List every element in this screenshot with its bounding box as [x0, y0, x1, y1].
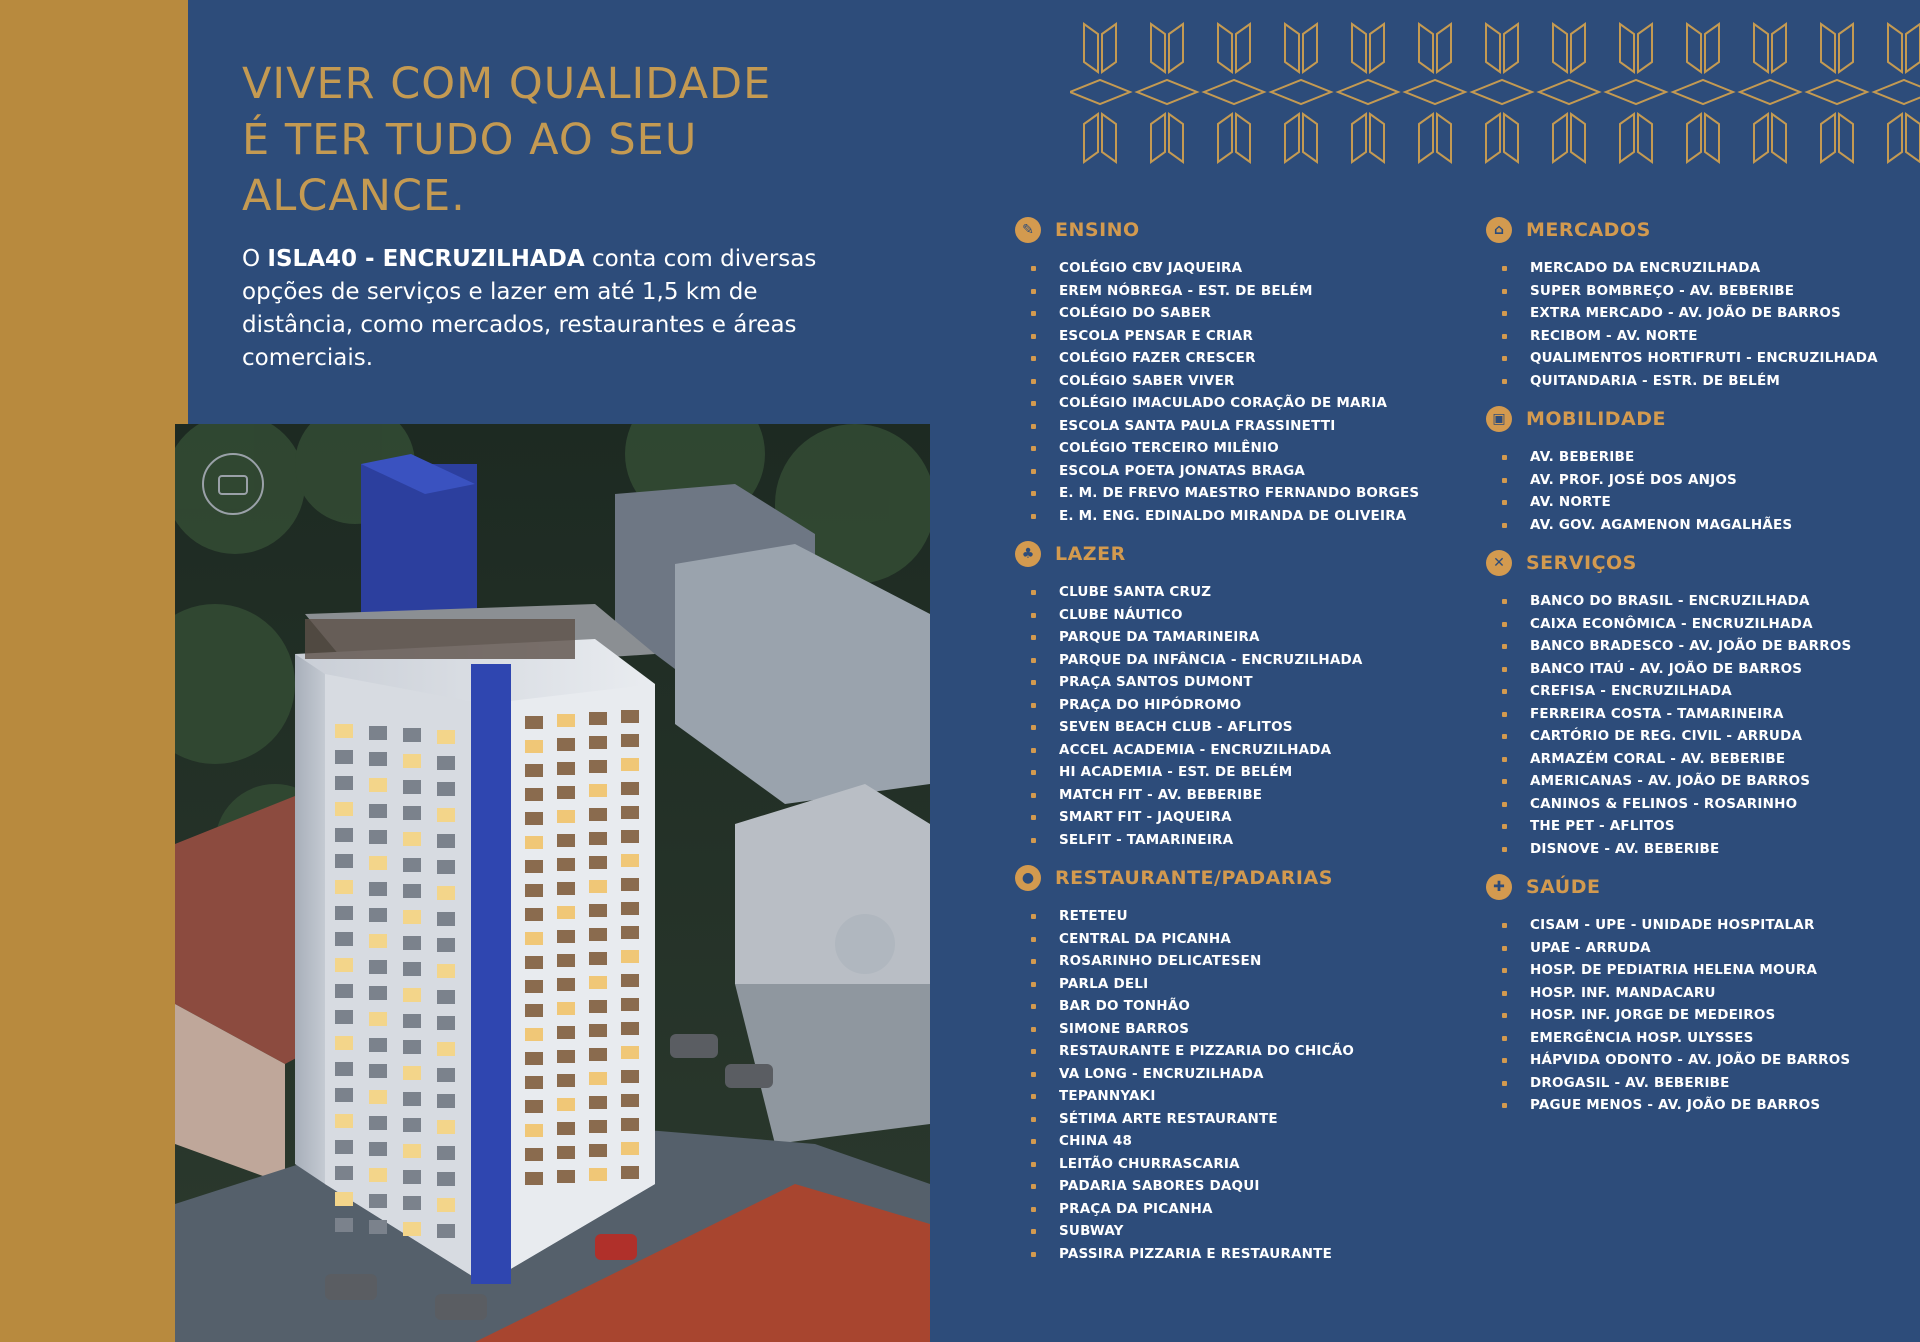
- category-title: MOBILIDADE: [1526, 408, 1667, 430]
- category-block: [1486, 872, 1906, 1117]
- gold-side-strip: [0, 0, 188, 1342]
- list-item: AMERICANAS - AV. JOÃO DE BARROS: [1486, 770, 1906, 793]
- list-item: SEVEN BEACH CLUB - AFLITOS: [1015, 716, 1475, 739]
- category-title: SAÚDE: [1526, 876, 1601, 898]
- category-list: [1015, 905, 1475, 1265]
- list-item: COLÉGIO TERCEIRO MILÊNIO: [1015, 437, 1475, 460]
- list-item: ARMAZÉM CORAL - AV. BEBERIBE: [1486, 748, 1906, 771]
- list-item: PARQUE DA INFÂNCIA - ENCRUZILHADA: [1015, 649, 1475, 672]
- health-cross-icon: ✚: [1486, 874, 1512, 900]
- building-render-illustration: [175, 424, 930, 1342]
- category-block: [1015, 863, 1475, 1265]
- list-item: CREFISA - ENCRUZILHADA: [1486, 680, 1906, 703]
- list-item: HI ACADEMIA - EST. DE BELÉM: [1015, 761, 1475, 784]
- list-item: RESTAURANTE E PIZZARIA DO CHICÃO: [1015, 1040, 1475, 1063]
- category-title: ENSINO: [1055, 219, 1140, 241]
- list-item: QUALIMENTOS HORTIFRUTI - ENCRUZILHADA: [1486, 347, 1906, 370]
- list-item: PASSIRA PIZZARIA E RESTAURANTE: [1015, 1243, 1475, 1266]
- list-item: AV. PROF. JOSÉ DOS ANJOS: [1486, 469, 1906, 492]
- list-item: SUBWAY: [1015, 1220, 1475, 1243]
- list-item: PARLA DELI: [1015, 973, 1475, 996]
- list-item: RETETEU: [1015, 905, 1475, 928]
- project-name: ISLA40 - ENCRUZILHADA: [267, 246, 585, 272]
- category-header: [1486, 404, 1906, 434]
- list-item: AV. GOV. AGAMENON MAGALHÃES: [1486, 514, 1906, 537]
- list-item: QUITANDARIA - ESTR. DE BELÉM: [1486, 370, 1906, 393]
- shopping-basket-icon: ⌂: [1486, 217, 1512, 243]
- list-item: ESCOLA PENSAR E CRIAR: [1015, 325, 1475, 348]
- list-item: COLÉGIO SABER VIVER: [1015, 370, 1475, 393]
- list-item: VA LONG - ENCRUZILHADA: [1015, 1063, 1475, 1086]
- list-item: THE PET - AFLITOS: [1486, 815, 1906, 838]
- page-headline: [242, 56, 771, 224]
- category-block: [1015, 539, 1475, 851]
- list-item: ESCOLA SANTA PAULA FRASSINETTI: [1015, 415, 1475, 438]
- category-block: [1486, 404, 1906, 536]
- list-item: ESCOLA POETA JONATAS BRAGA: [1015, 460, 1475, 483]
- category-list: [1486, 914, 1906, 1117]
- list-item: E. M. ENG. EDINALDO MIRANDA DE OLIVEIRA: [1015, 505, 1475, 528]
- tools-icon: ✕: [1486, 550, 1512, 576]
- category-list: [1015, 257, 1475, 527]
- decorative-diamond-pattern: [1070, 12, 1920, 174]
- list-item: UPAE - ARRUDA: [1486, 937, 1906, 960]
- headline-line: ALCANCE.: [242, 171, 466, 221]
- category-list: [1015, 581, 1475, 851]
- list-item: SELFIT - TAMARINEIRA: [1015, 829, 1475, 852]
- list-item: ACCEL ACADEMIA - ENCRUZILHADA: [1015, 739, 1475, 762]
- category-header: [1015, 539, 1475, 569]
- list-item: FERREIRA COSTA - TAMARINEIRA: [1486, 703, 1906, 726]
- list-item: DISNOVE - AV. BEBERIBE: [1486, 838, 1906, 861]
- category-list: [1486, 446, 1906, 536]
- list-item: COLÉGIO CBV JAQUEIRA: [1015, 257, 1475, 280]
- list-item: SIMONE BARROS: [1015, 1018, 1475, 1041]
- tree-icon: ♣: [1015, 541, 1041, 567]
- list-item: HOSP. INF. JORGE DE MEDEIROS: [1486, 1004, 1906, 1027]
- categories-left-column: [1015, 215, 1475, 1277]
- list-item: PRAÇA SANTOS DUMONT: [1015, 671, 1475, 694]
- headline-line: É TER TUDO AO SEU: [242, 115, 698, 165]
- category-header: [1015, 863, 1475, 893]
- list-item: RECIBOM - AV. NORTE: [1486, 325, 1906, 348]
- intro-paragraph: [242, 243, 842, 375]
- category-title: RESTAURANTE/PADARIAS: [1055, 867, 1333, 889]
- list-item: CLUBE NÁUTICO: [1015, 604, 1475, 627]
- category-list: [1486, 257, 1906, 392]
- list-item: TEPANNYAKI: [1015, 1085, 1475, 1108]
- list-item: CLUBE SANTA CRUZ: [1015, 581, 1475, 604]
- list-item: BANCO DO BRASIL - ENCRUZILHADA: [1486, 590, 1906, 613]
- list-item: COLÉGIO IMACULADO CORAÇÃO DE MARIA: [1015, 392, 1475, 415]
- list-item: BANCO BRADESCO - AV. JOÃO DE BARROS: [1486, 635, 1906, 658]
- list-item: SUPER BOMBREÇO - AV. BEBERIBE: [1486, 280, 1906, 303]
- list-item: COLÉGIO DO SABER: [1015, 302, 1475, 325]
- list-item: E. M. DE FREVO MAESTRO FERNANDO BORGES: [1015, 482, 1475, 505]
- list-item: EREM NÓBREGA - EST. DE BELÉM: [1015, 280, 1475, 303]
- list-item: LEITÃO CHURRASCARIA: [1015, 1153, 1475, 1176]
- list-item: HOSP. INF. MANDACARU: [1486, 982, 1906, 1005]
- list-item: PRAÇA DO HIPÓDROMO: [1015, 694, 1475, 717]
- list-item: MERCADO DA ENCRUZILHADA: [1486, 257, 1906, 280]
- list-item: CAIXA ECONÔMICA - ENCRUZILHADA: [1486, 613, 1906, 636]
- bus-icon: ▣: [1486, 406, 1512, 432]
- category-header: [1486, 548, 1906, 578]
- list-item: SÉTIMA ARTE RESTAURANTE: [1015, 1108, 1475, 1131]
- list-item: EXTRA MERCADO - AV. JOÃO DE BARROS: [1486, 302, 1906, 325]
- category-header: [1015, 215, 1475, 245]
- list-item: CANINOS & FELINOS - ROSARINHO: [1486, 793, 1906, 816]
- category-list: [1486, 590, 1906, 860]
- list-item: AV. BEBERIBE: [1486, 446, 1906, 469]
- category-block: [1015, 215, 1475, 527]
- list-item: HOSP. DE PEDIATRIA HELENA MOURA: [1486, 959, 1906, 982]
- list-item: PRAÇA DA PICANHA: [1015, 1198, 1475, 1221]
- list-item: DROGASIL - AV. BEBERIBE: [1486, 1072, 1906, 1095]
- list-item: AV. NORTE: [1486, 491, 1906, 514]
- list-item: PARQUE DA TAMARINEIRA: [1015, 626, 1475, 649]
- headline-line: VIVER COM QUALIDADE: [242, 59, 772, 109]
- category-header: [1486, 215, 1906, 245]
- categories-right-column: [1486, 215, 1906, 1129]
- list-item: CENTRAL DA PICANHA: [1015, 928, 1475, 951]
- list-item: COLÉGIO FAZER CRESCER: [1015, 347, 1475, 370]
- list-item: EMERGÊNCIA HOSP. ULYSSES: [1486, 1027, 1906, 1050]
- list-item: BANCO ITAÚ - AV. JOÃO DE BARROS: [1486, 658, 1906, 681]
- list-item: CARTÓRIO DE REG. CIVIL - ARRUDA: [1486, 725, 1906, 748]
- graduation-cap-icon: ✎: [1015, 217, 1041, 243]
- list-item: BAR DO TONHÃO: [1015, 995, 1475, 1018]
- category-header: [1486, 872, 1906, 902]
- list-item: HÁPVIDA ODONTO - AV. JOÃO DE BARROS: [1486, 1049, 1906, 1072]
- list-item: PAGUE MENOS - AV. JOÃO DE BARROS: [1486, 1094, 1906, 1117]
- category-title: MERCADOS: [1526, 219, 1651, 241]
- category-block: [1486, 215, 1906, 392]
- list-item: PADARIA SABORES DAQUI: [1015, 1175, 1475, 1198]
- list-item: CHINA 48: [1015, 1130, 1475, 1153]
- dish-icon: ●: [1015, 865, 1041, 891]
- category-block: [1486, 548, 1906, 860]
- category-title: LAZER: [1055, 543, 1126, 565]
- intro-prefix: O: [242, 246, 268, 272]
- list-item: CISAM - UPE - UNIDADE HOSPITALAR: [1486, 914, 1906, 937]
- category-title: SERVIÇOS: [1526, 552, 1637, 574]
- list-item: MATCH FIT - AV. BEBERIBE: [1015, 784, 1475, 807]
- list-item: SMART FIT - JAQUEIRA: [1015, 806, 1475, 829]
- list-item: ROSARINHO DELICATESEN: [1015, 950, 1475, 973]
- intro-suffix: conta com diversas opções de serviços e lazer em até 1,5 km de distância, como mercados, restaurantes e áreas comerciais.: [242, 246, 817, 371]
